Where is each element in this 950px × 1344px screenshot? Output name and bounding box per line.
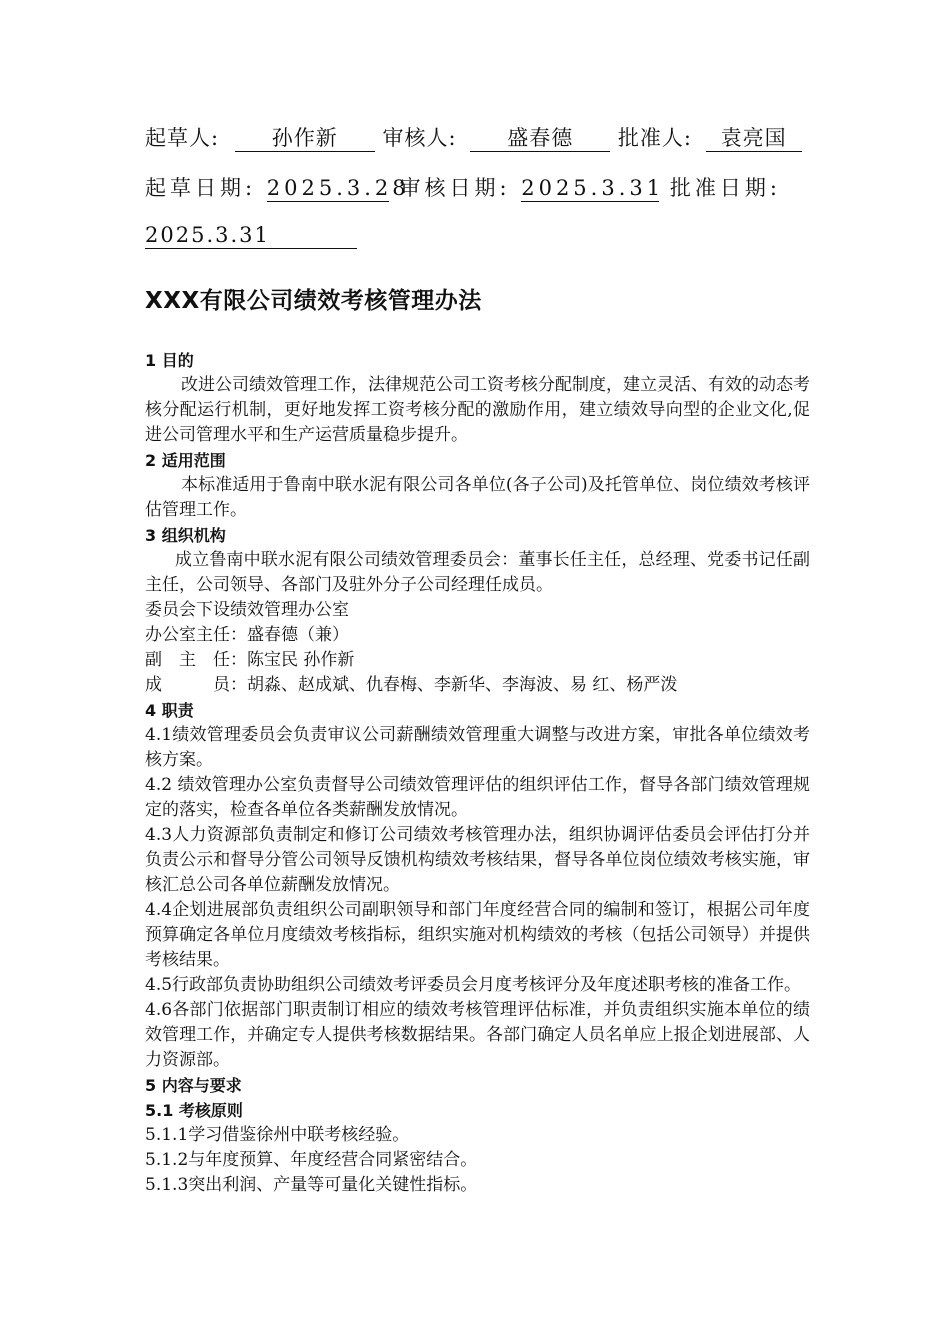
- clause-4-4: 4.4企划进展部负责组织公司副职领导和部门年度经营合同的编制和签订，根据公司年度预算确定各单位月度绩效考核指标，组织实施对机构绩效的考核（包括公司领导）并提供考核结果。: [145, 900, 810, 970]
- section-1-heading: 1 目的: [145, 351, 194, 370]
- reviewer-name: 盛春德: [470, 125, 610, 152]
- drafter-name: 孙作新: [235, 125, 375, 152]
- review-date-label: 审核日期:: [399, 176, 511, 200]
- section-2-text: 本标准适用于鲁南中联水泥有限公司各单位(各子公司)及托管单位、岗位绩效考核评估管理工作。: [145, 475, 810, 520]
- section-3-deputy: 副 主 任：陈宝民 孙作新: [145, 650, 355, 670]
- section-5-1-heading: 5.1 考核原则: [145, 1101, 243, 1120]
- section-3-office: 委员会下设绩效管理办公室: [145, 600, 349, 620]
- clause-5-1-3: 5.1.3突出利润、产量等可量化关键性指标。: [145, 1175, 478, 1195]
- clause-4-6: 4.6各部门依据部门职责制订相应的绩效考核管理评估标准，并负责组织实施本单位的绩效管理工作，并确定专人提供考核数据结果。各部门确定人员名单应上报企划进展部、人力资源部。: [145, 1000, 810, 1070]
- section-2-heading: 2 适用范围: [145, 451, 226, 470]
- draft-date: 2025.3.28: [267, 175, 389, 202]
- document-body: [145, 348, 810, 1198]
- section-3-text: 成立鲁南中联水泥有限公司绩效管理委员会：董事长任主任，总经理、党委书记任副主任，公司领导、各部门及驻外分子公司经理任成员。: [145, 550, 810, 595]
- signoff-row-names: [145, 122, 802, 152]
- clause-4-5: 4.5行政部负责协助组织公司绩效考评委员会月度考核评分及年度述职考核的准备工作。: [145, 975, 802, 995]
- document-title: XXX有限公司绩效考核管理办法: [145, 288, 482, 314]
- signoff-row-approve-date: [145, 222, 357, 249]
- section-3-director: 办公室主任：盛春德（兼）: [145, 625, 349, 645]
- section-4-heading: 4 职责: [145, 701, 194, 720]
- clause-4-1: 4.1绩效管理委员会负责审议公司薪酬绩效管理重大调整与改进方案，审批各单位绩效考核方案。: [145, 725, 810, 770]
- approve-date: 2025.3.31: [145, 222, 357, 249]
- approver-name: 袁亮国: [706, 125, 802, 152]
- section-3-heading: 3 组织机构: [145, 526, 226, 545]
- clause-5-1-2: 5.1.2与年度预算、年度经营合同紧密结合。: [145, 1150, 478, 1170]
- draft-date-label: 起草日期:: [145, 176, 257, 200]
- drafter-label: 起草人:: [145, 126, 220, 150]
- signoff-row-dates: [145, 172, 781, 202]
- section-5-heading: 5 内容与要求: [145, 1076, 242, 1095]
- approver-label: 批准人:: [617, 126, 692, 150]
- approve-date-label: 批准日期:: [669, 176, 781, 200]
- clause-5-1-1: 5.1.1学习借鉴徐州中联考核经验。: [145, 1125, 410, 1145]
- review-date: 2025.3.31: [521, 175, 659, 202]
- clause-4-3: 4.3人力资源部负责制定和修订公司绩效考核管理办法，组织协调评估委员会评估打分并负责公示和督导分管公司领导反馈机构绩效考核结果，督导各单位岗位绩效考核实施，审核汇总公司各单位薪酬发放情况。: [145, 825, 810, 895]
- clause-4-2: 4.2 绩效管理办公室负责督导公司绩效管理评估的组织评估工作，督导各部门绩效管理规定的落实，检查各单位各类薪酬发放情况。: [145, 775, 810, 820]
- section-1-text: 改进公司绩效管理工作，法律规范公司工资考核分配制度，建立灵活、有效的动态考核分配运行机制，更好地发挥工资考核分配的激励作用，建立绩效导向型的企业文化,促进公司管理水平和生产运营质量稳步提升。: [145, 375, 810, 445]
- reviewer-label: 审核人:: [382, 126, 457, 150]
- section-3-members: 成 员：胡淼、赵成斌、仇春梅、李新华、李海波、易 红、杨严泼: [145, 675, 678, 695]
